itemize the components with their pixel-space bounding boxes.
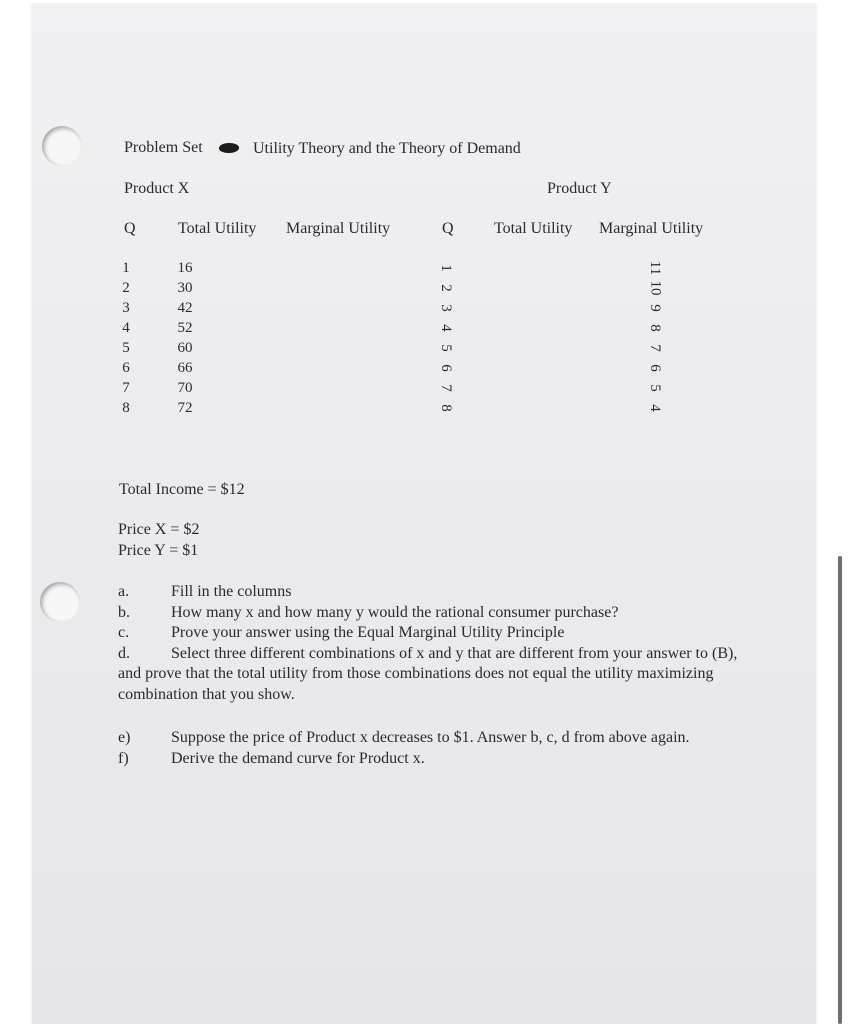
question-label: d. [118,644,130,662]
price-y: Price Y = $1 [118,542,199,559]
product-y-marginal-cell: 6 [647,364,663,372]
product-y-marginal-cell: 9 [647,304,663,312]
product-x-q-cell: 3 [122,300,130,316]
product-x-total-cell: 52 [177,320,193,336]
product-y-q-cell: 4 [438,324,454,332]
followup-text: Suppose the price of Product x decreases to $1. Answer b, c, d from above again. [171,729,690,746]
product-y-total-utility-header: Total Utility [494,220,573,237]
product-x-q-cell: 1 [122,260,130,276]
product-x-q-cell: 4 [122,320,130,336]
page-title: Utility Theory and the Theory of Demand [253,140,521,157]
product-x-total-cell: 72 [177,400,193,416]
product-x-q-cell: 8 [122,400,130,416]
product-y-marginal-cell: 5 [647,384,663,392]
redaction-mark [219,143,239,153]
product-y-marginal-cell: 8 [647,324,663,332]
product-y-q-cell: 3 [438,304,454,312]
product-y-label: Product Y [547,180,612,197]
scrollbar[interactable] [838,556,842,1024]
product-x-q-cell: 6 [122,360,130,376]
punch-hole-top [42,126,82,166]
product-y-q-cell: 8 [438,404,454,412]
list-item [118,644,818,665]
list-item [118,603,818,624]
list-item [118,623,818,644]
product-x-total-cell: 16 [177,260,193,276]
followup-text: Derive the demand curve for Product x. [171,749,425,767]
product-x-q-header: Q [124,220,136,237]
list-item [118,749,818,770]
product-y-marginal-cell: 7 [647,344,663,352]
product-y-q-cell: 5 [438,344,454,352]
question-d-continuation: and prove that the total utility from those combinations does not equal the utility maximizing [118,665,714,682]
question-label: a. [118,583,130,600]
product-x-label: Product X [124,180,190,197]
question-label: b. [118,603,130,621]
product-x-total-cell: 30 [177,280,193,296]
question-label: c. [118,624,130,641]
followup-label: e) [118,729,131,746]
question-text: Prove your answer using the Equal Marginal Utility Principle [171,624,565,641]
product-x-q-cell: 5 [122,340,130,356]
question-text: Select three different combinations of x and y that are different from your answer to (B), [171,644,738,662]
total-income: Total Income = $12 [119,481,245,498]
product-x-total-cell: 66 [177,360,193,376]
product-x-total-cell: 42 [177,300,193,316]
product-y-q-cell: 6 [438,364,454,372]
product-x-total-utility-header: Total Utility [178,220,257,237]
product-y-marginal-cell: 4 [647,404,663,412]
product-x-q-cell: 7 [122,380,130,396]
punch-hole-middle [40,582,80,622]
product-y-marginal-cell: 11 [646,260,663,276]
product-x-total-cell: 70 [177,380,193,396]
followup-label: f) [118,749,129,767]
problem-set-label: Problem Set [124,139,203,156]
list-item [118,582,818,603]
product-y-marginal-utility-header: Marginal Utility [599,220,704,237]
followup-list [118,728,818,769]
product-x-marginal-utility-header: Marginal Utility [286,220,391,237]
question-text: Fill in the columns [171,583,292,600]
question-list [118,582,818,664]
product-y-marginal-cell: 10 [647,280,663,296]
product-y-q-cell: 1 [438,264,454,272]
product-y-q-cell: 7 [438,384,454,392]
question-d-continuation: combination that you show. [118,686,295,703]
price-x: Price X = $2 [118,521,200,538]
product-y-q-cell: 2 [438,284,454,292]
product-x-q-cell: 2 [122,280,130,296]
list-item [118,728,818,749]
question-text: How many x and how many y would the rational consumer purchase? [171,603,619,621]
product-y-q-header: Q [442,220,454,237]
product-x-total-cell: 60 [177,340,193,356]
